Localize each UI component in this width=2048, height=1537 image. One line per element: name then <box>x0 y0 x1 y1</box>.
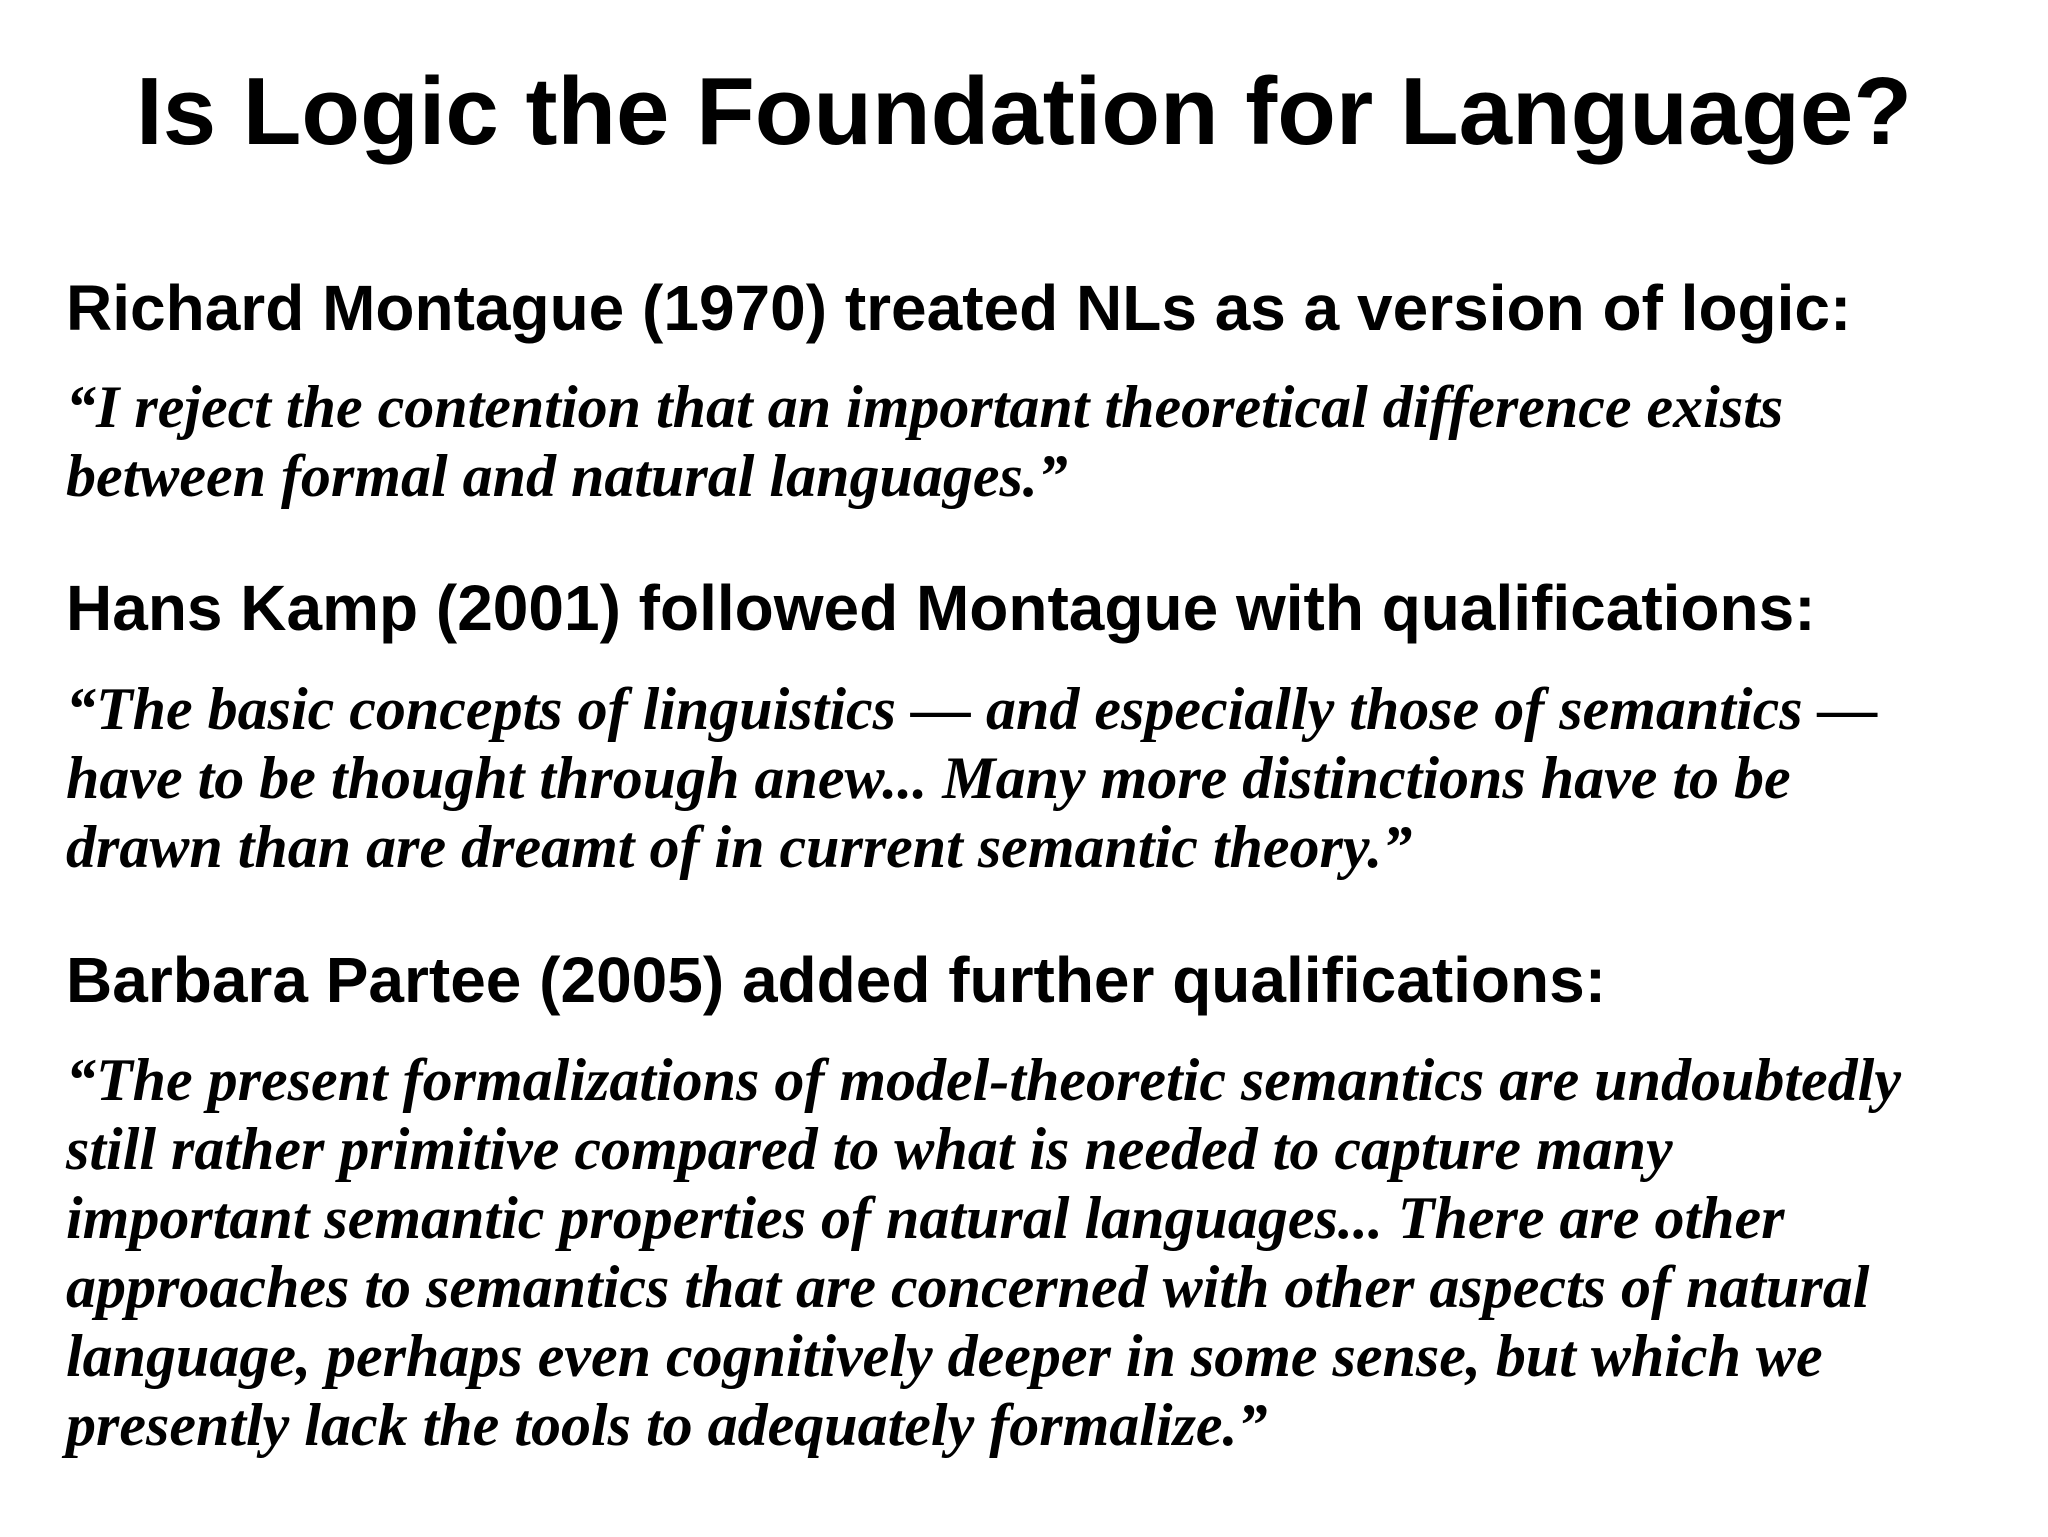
quote-line: “The basic concepts of linguistics — and especially those of semantics — <box>66 676 1878 742</box>
quote-line: drawn than are dreamt of in current semantic theory.” <box>66 814 1413 880</box>
quote-line: approaches to semantics that are concerned with other aspects of natural <box>66 1254 1870 1320</box>
quote-line: “I reject the contention that an important theoretical difference exists <box>66 374 1784 440</box>
section-heading-kamp: Hans Kamp (2001) followed Montague with qualifications: <box>66 572 1816 644</box>
quote-montague <box>66 373 2026 511</box>
quote-line: language, perhaps even cognitively deeper in some sense, but which we <box>66 1323 1823 1389</box>
quote-line: important semantic properties of natural languages... There are other <box>66 1185 1785 1251</box>
quote-line: have to be thought through anew... Many more distinctions have to be <box>66 745 1791 811</box>
quote-line: presently lack the tools to adequately formalize.” <box>66 1392 1268 1458</box>
section-heading-partee: Barbara Partee (2005) added further qualifications: <box>66 944 1606 1016</box>
slide-title: Is Logic the Foundation for Language? <box>136 58 1912 165</box>
quote-partee <box>66 1046 2026 1460</box>
quote-kamp <box>66 675 2026 882</box>
quote-line: still rather primitive compared to what is needed to capture many <box>66 1116 1673 1182</box>
quote-line: “The present formalizations of model-theoretic semantics are undoubtedly <box>66 1047 1901 1113</box>
quote-line: between formal and natural languages.” <box>66 443 1068 509</box>
section-heading-montague: Richard Montague (1970) treated NLs as a version of logic: <box>66 272 1852 344</box>
